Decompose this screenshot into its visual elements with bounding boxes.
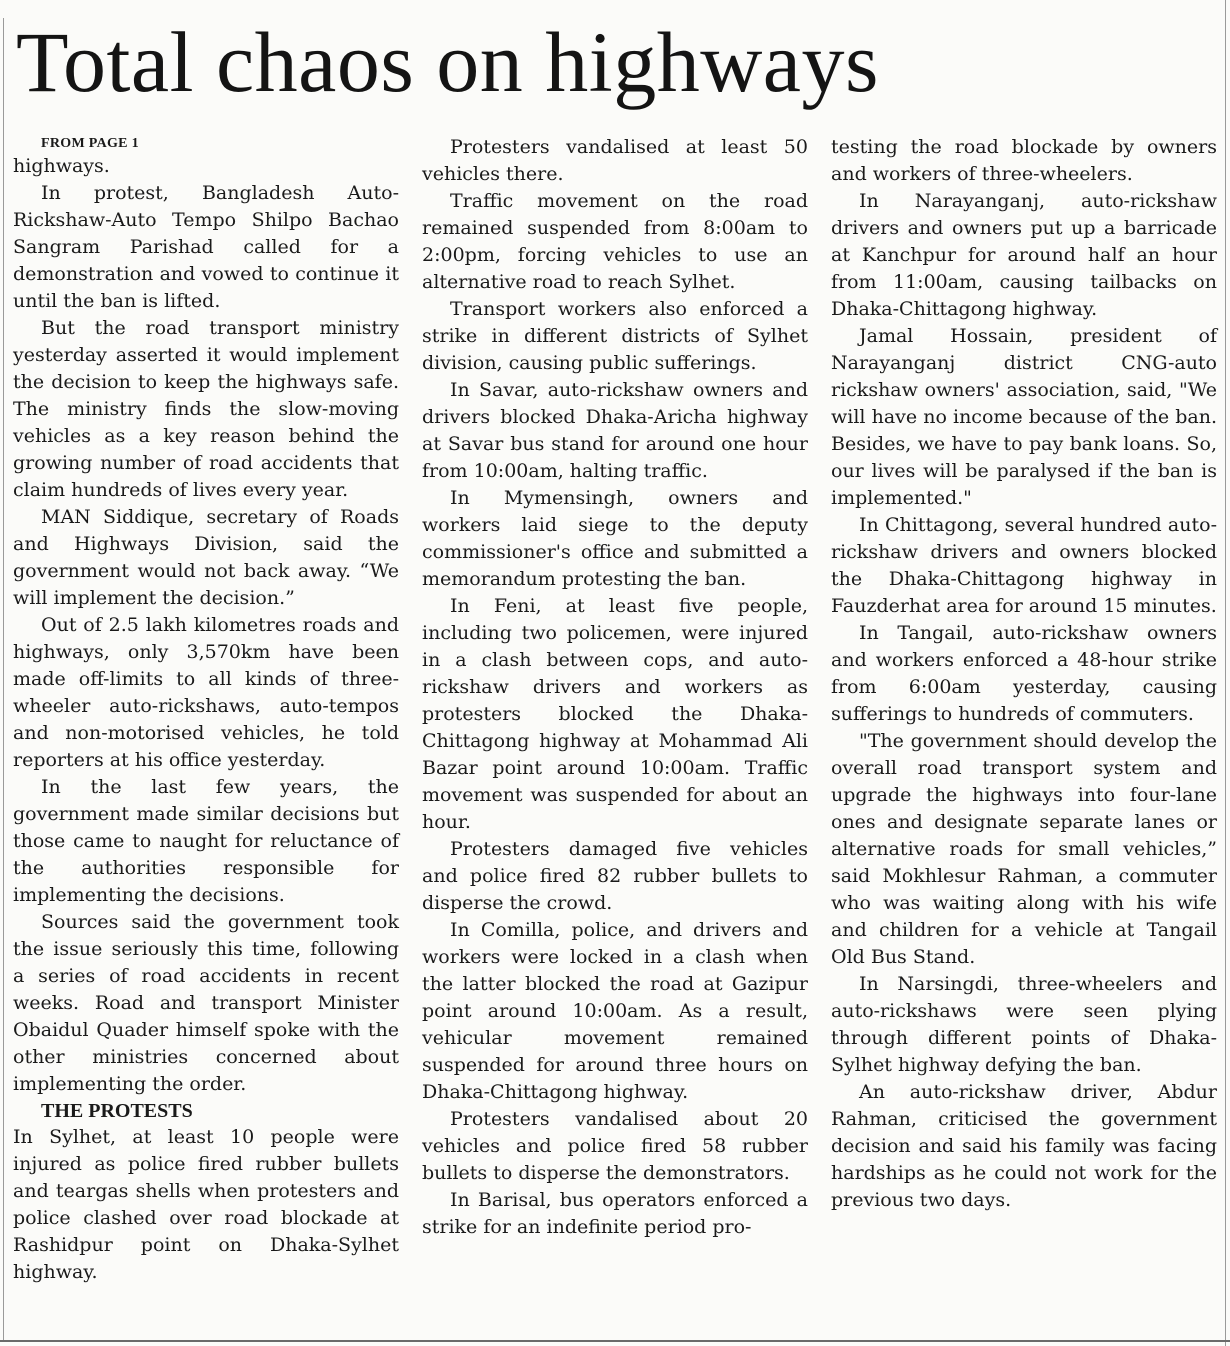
paragraph: But the road transport ministry yesterday asserted it would implement the decision to keep the highways safe. The ministry finds the slow-moving vehicles as a key reason behind the growing number of road accidents that claim hundreds of lives every year. [13, 317, 399, 501]
page-border-bottom [0, 1340, 1230, 1342]
article-column-3 [831, 134, 1217, 1214]
article-column-1 [13, 134, 399, 1286]
paragraph: In Chittagong, several hundred auto-rickshaw drivers and owners blocked the Dhaka-Chittagong highway in Fauzderhat area for around 15 minutes. [831, 514, 1217, 617]
paragraph: "The government should develop the overall road transport system and upgrade the highways into four-lane ones and designate separate lanes or alternative roads for small vehicles,” said Mokhlesur Rahman, a commuter who was waiting along with his wife and children for a vehicle at Tangail Old Bus Stand. [831, 730, 1217, 968]
paragraph: In protest, Bangladesh Auto-Rickshaw-Auto Tempo Shilpo Bachao Sangram Parishad called for a demonstration and vowed to continue it until the ban is lifted. [13, 182, 399, 312]
paragraph: Protesters damaged five vehicles and police fired 82 rubber bullets to disperse the crowd. [422, 838, 808, 914]
paragraph: Out of 2.5 lakh kilometres roads and highways, only 3,570km have been made off-limits to all kinds of three-wheeler auto-rickshaws, auto-tempos and non-motorised vehicles, he told reporters at his office yesterday. [13, 614, 399, 771]
paragraph: An auto-rickshaw driver, Abdur Rahman, criticised the government decision and said his family was facing hardships as he could not work for the previous two days. [831, 1081, 1217, 1211]
paragraph: Jamal Hossain, president of Narayanganj district CNG-auto rickshaw owners' association, said, "We will have no income because of the ban. Besides, we have to pay bank loans. So, our lives will be paralysed if the ban is implemented." [831, 325, 1217, 509]
paragraph: In Mymensingh, owners and workers laid siege to the deputy commissioner's office and submitted a memorandum protesting the ban. [422, 487, 808, 590]
paragraph: MAN Siddique, secretary of Roads and Highways Division, said the government would not back away. “We will implement the decision.” [13, 506, 399, 609]
paragraph: In Narayanganj, auto-rickshaw drivers and owners put up a barricade at Kanchpur for around half an hour from 11:00am, causing tailbacks on Dhaka-Chittagong highway. [831, 190, 1217, 320]
paragraph: In Narsingdi, three-wheelers and auto-rickshaws were seen plying through different points of Dhaka-Sylhet highway defying the ban. [831, 973, 1217, 1076]
paragraph: In Feni, at least five people, including two policemen, were injured in a clash between cops, and auto-rickshaw drivers and workers as protesters blocked the Dhaka-Chittagong highway at Mohammad Ali Bazar point around 10:00am. Traffic movement was suspended for about an hour. [422, 595, 808, 833]
page-border-right [1225, 0, 1226, 1346]
paragraph: In Sylhet, at least 10 people were injured as police fired rubber bullets and teargas shells when protesters and police clashed over road blockade at Rashidpur point on Dhaka-Sylhet highway. [13, 1126, 399, 1283]
paragraph: Traffic movement on the road remained suspended from 8:00am to 2:00pm, forcing vehicles to use an alternative road to reach Sylhet. [422, 190, 808, 293]
paragraph: In Tangail, auto-rickshaw owners and workers enforced a 48-hour strike from 6:00am yesterday, causing sufferings to hundreds of commuters. [831, 622, 1217, 725]
paragraph: Protesters vandalised at least 50 vehicles there. [422, 136, 808, 185]
paragraph: Sources said the government took the issue seriously this time, following a series of road accidents in recent weeks. Road and transport Minister Obaidul Quader himself spoke with the other ministries concerned about implementing the order. [13, 911, 399, 1095]
paragraph: In Savar, auto-rickshaw owners and drivers blocked Dhaka-Aricha highway at Savar bus stand for around one hour from 10:00am, halting traffic. [422, 379, 808, 482]
paragraph: testing the road blockade by owners and workers of three-wheelers. [831, 136, 1217, 185]
article-column-2 [422, 134, 808, 1241]
paragraph: highways. [13, 155, 110, 177]
section-subhead: THE PROTESTS [41, 1100, 193, 1122]
continuation-kicker: FROM PAGE 1 [41, 136, 139, 151]
paragraph: In Comilla, police, and drivers and workers were locked in a clash when the latter blocked the road at Gazipur point around 10:00am. As a result, vehicular movement remained suspended for around three hours on Dhaka-Chittagong highway. [422, 919, 808, 1103]
headline: Total chaos on highways [16, 14, 879, 110]
paragraph: In the last few years, the government made similar decisions but those came to naught for reluctance of the authorities responsible for implementing the decisions. [13, 776, 399, 906]
paragraph: Transport workers also enforced a strike in different districts of Sylhet division, causing public sufferings. [422, 298, 808, 374]
paragraph: Protesters vandalised about 20 vehicles and police fired 58 rubber bullets to disperse the demonstrators. [422, 1108, 808, 1184]
page-border-left [3, 18, 4, 1340]
paragraph: In Barisal, bus operators enforced a strike for an indefinite period pro- [422, 1189, 808, 1238]
